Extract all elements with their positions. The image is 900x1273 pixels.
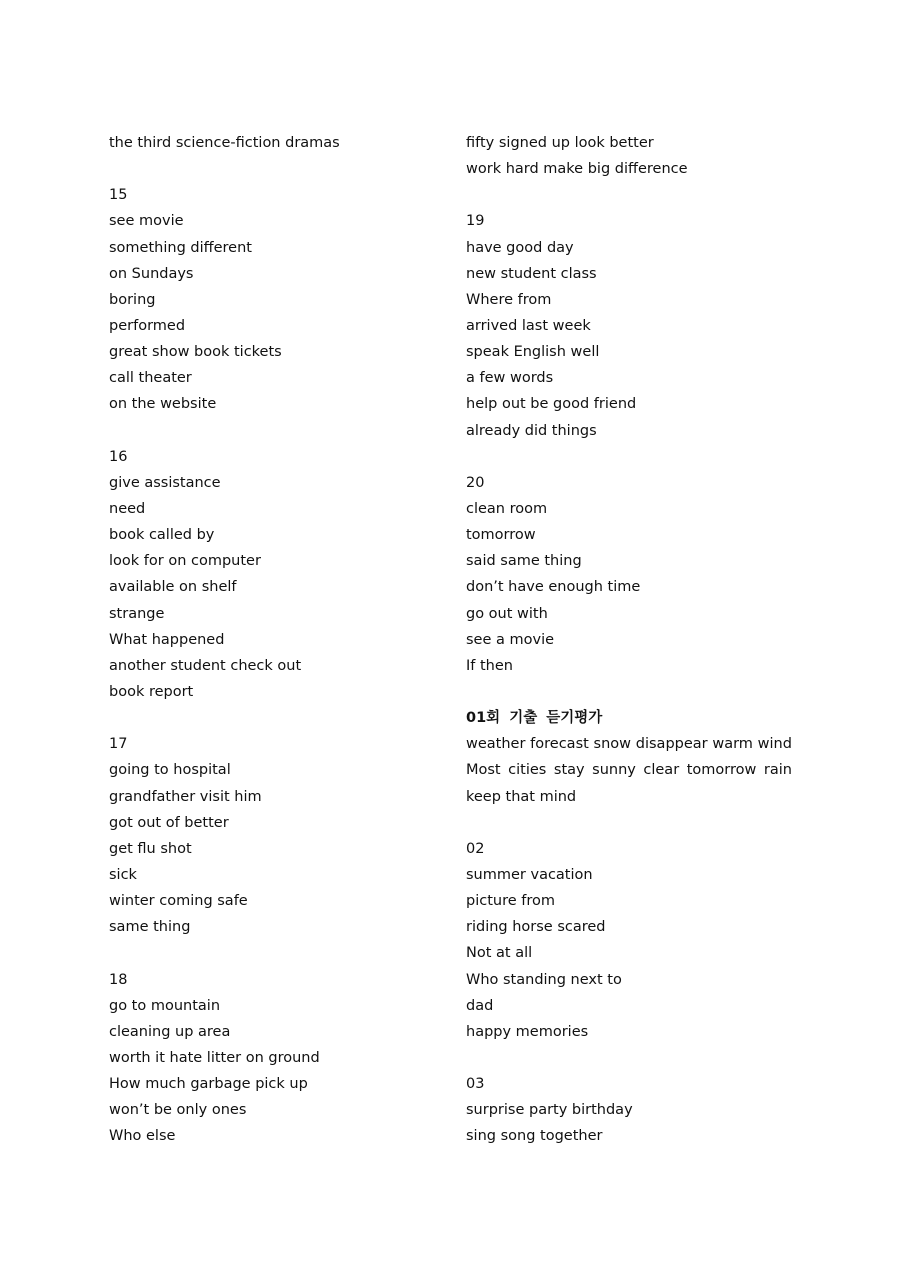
vocab-line: going to hospital — [109, 762, 231, 779]
question-number: 03 — [466, 1076, 485, 1093]
vocab-line: said same thing — [466, 553, 582, 570]
vocab-word: tomorrow — [686, 762, 757, 779]
vocab-line: something different — [109, 239, 252, 256]
vocab-line: on Sundays — [109, 265, 194, 282]
vocab-line: won’t be only ones — [109, 1102, 247, 1119]
vocab-line: go out with — [466, 605, 548, 622]
vocab-line: get flu shot — [109, 840, 192, 857]
vocab-word: Most — [466, 762, 501, 779]
question-number: 15 — [109, 187, 128, 204]
blank-line — [109, 705, 439, 731]
vocab-line — [466, 731, 792, 757]
vocab-line: surprise party birthday — [466, 1102, 633, 1119]
vocab-line: great show book tickets — [109, 344, 282, 361]
vocab-line: keep that mind — [466, 788, 577, 805]
vocab-line: tomorrow — [466, 527, 536, 544]
vocab-line: worth it hate litter on ground — [109, 1049, 320, 1066]
vocab-line: help out be good friend — [466, 396, 637, 413]
vocab-word: forecast — [530, 736, 589, 753]
vocab-line: boring — [109, 291, 156, 308]
vocab-line: speak English well — [466, 344, 600, 361]
vocab-line: riding horse scared — [466, 919, 606, 936]
vocab-line: see movie — [109, 213, 184, 230]
vocab-line: grandfather visit him — [109, 788, 262, 805]
vocab-word: stay — [553, 762, 585, 779]
heading-word: 기출 — [509, 710, 538, 727]
vocab-word: weather — [466, 736, 526, 753]
vocab-line: arrived last week — [466, 317, 591, 334]
vocab-line: Not at all — [466, 945, 533, 962]
vocab-line: Where from — [466, 291, 552, 308]
vocab-line: clean room — [466, 500, 548, 517]
vocab-line: call theater — [109, 370, 192, 387]
vocab-line: new student class — [466, 265, 597, 282]
vocab-line: happy memories — [466, 1023, 589, 1040]
vocab-word: sunny — [592, 762, 636, 779]
blank-line — [466, 810, 792, 836]
vocab-word: warm — [712, 736, 753, 753]
vocab-word: cities — [508, 762, 547, 779]
question-number: 18 — [109, 971, 128, 988]
vocab-line: see a movie — [466, 631, 555, 648]
vocab-line: available on shelf — [109, 579, 237, 596]
blank-line — [109, 418, 439, 444]
vocab-line: the third science-fiction dramas — [109, 135, 340, 151]
vocab-line: How much garbage pick up — [109, 1076, 308, 1093]
vocab-line: fifty signed up look better — [466, 135, 654, 151]
vocab-line: cleaning up area — [109, 1023, 231, 1040]
vocab-line: If then — [466, 657, 513, 674]
vocab-line: look for on computer — [109, 553, 261, 570]
question-number: 17 — [109, 736, 128, 753]
vocab-line: got out of better — [109, 814, 229, 831]
blank-line — [466, 679, 792, 705]
vocab-line: don’t have enough time — [466, 579, 641, 596]
vocab-line: same thing — [109, 919, 191, 936]
vocab-line: strange — [109, 605, 165, 622]
vocab-line: on the website — [109, 396, 217, 413]
vocab-line: What happened — [109, 631, 225, 648]
vocab-line: work hard make big difference — [466, 161, 688, 178]
vocab-line: need — [109, 500, 146, 517]
vocab-line: book called by — [109, 527, 215, 544]
vocab-line: sick — [109, 866, 137, 883]
vocab-line: go to mountain — [109, 997, 221, 1014]
vocab-line: Who else — [109, 1128, 176, 1145]
section-heading — [466, 705, 792, 731]
vocab-word: clear — [643, 762, 680, 779]
vocab-line: have good day — [466, 239, 574, 256]
blank-line — [466, 1045, 792, 1071]
vocab-line: already did things — [466, 422, 597, 439]
blank-line — [109, 940, 439, 966]
question-number: 02 — [466, 840, 485, 857]
vocab-word: disappear — [635, 736, 708, 753]
right-column — [466, 130, 792, 1149]
vocab-line: winter coming safe — [109, 893, 248, 910]
heading-word: 01회 — [466, 710, 501, 727]
vocab-line: a few words — [466, 370, 554, 387]
blank-line — [466, 182, 792, 208]
question-number: 20 — [466, 474, 485, 491]
vocab-line: book report — [109, 683, 194, 700]
vocab-line: dad — [466, 997, 494, 1014]
blank-line — [109, 156, 439, 182]
vocab-line: performed — [109, 317, 186, 334]
left-column — [109, 130, 439, 1149]
blank-line — [466, 444, 792, 470]
vocab-word: rain — [763, 762, 792, 779]
vocab-word: snow — [593, 736, 632, 753]
heading-word: 듣기평가 — [546, 710, 603, 727]
vocab-line: another student check out — [109, 657, 302, 674]
vocab-word: wind — [757, 736, 792, 753]
vocab-line: picture from — [466, 893, 555, 910]
vocab-line: sing song together — [466, 1128, 603, 1145]
vocab-line: Who standing next to — [466, 971, 622, 988]
question-number: 19 — [466, 213, 485, 230]
vocab-line: give assistance — [109, 474, 221, 491]
vocab-line — [466, 757, 792, 783]
question-number: 16 — [109, 448, 128, 465]
vocab-line: summer vacation — [466, 866, 593, 883]
